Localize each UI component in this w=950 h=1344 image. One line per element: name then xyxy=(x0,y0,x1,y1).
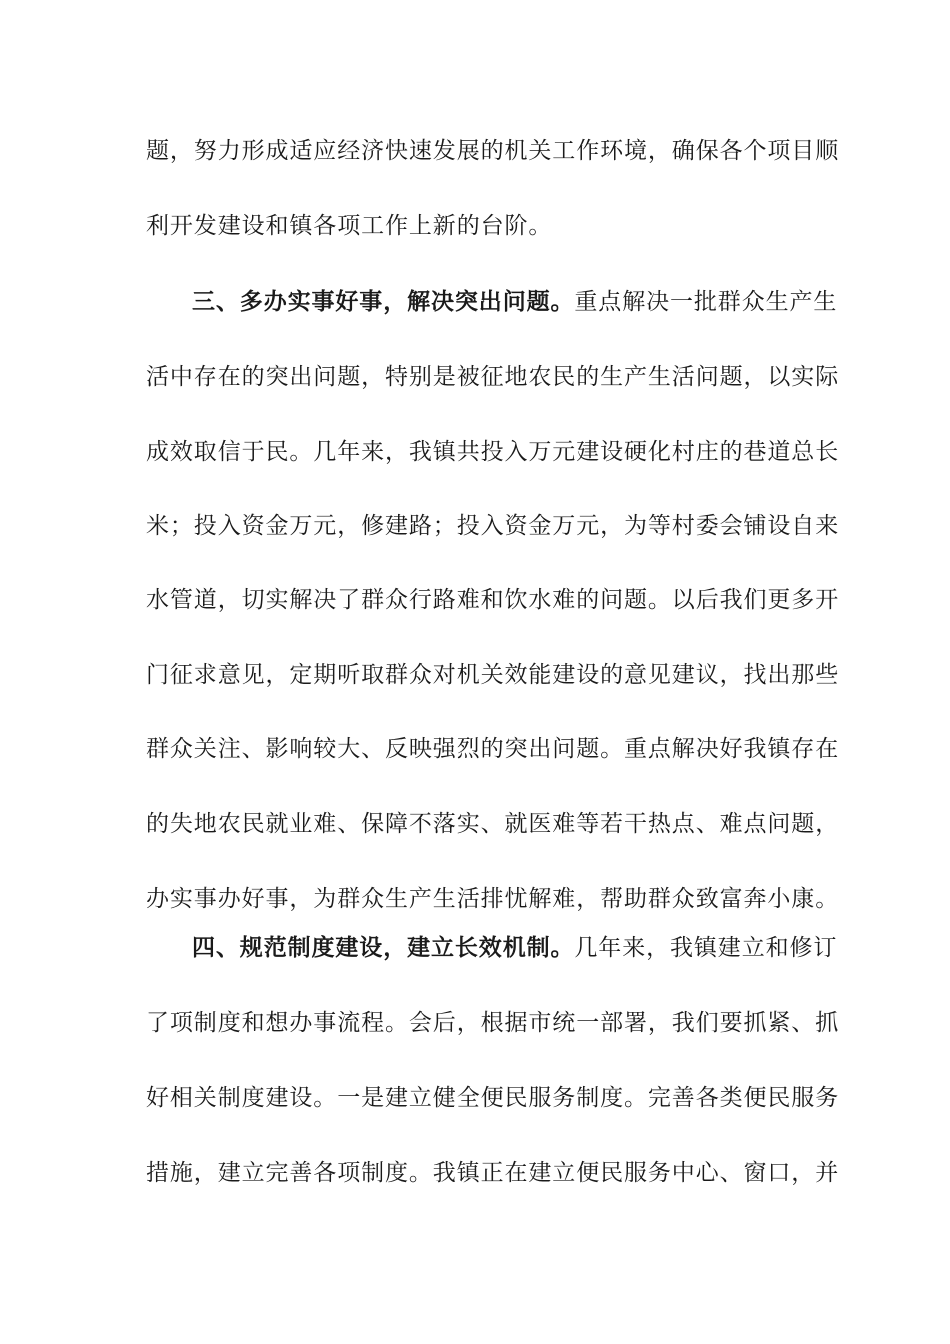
text-line: 活中存在的突出问题，特别是被征地农民的生产生活问题，以实际 xyxy=(146,364,840,390)
text-line: 了项制度和想办事流程。会后，根据市统一部署，我们要抓紧、抓 xyxy=(146,1010,840,1036)
text-line: 题，努力形成适应经济快速发展的机关工作环境，确保各个项目顺 xyxy=(146,138,840,164)
text-line: 措施，建立完善各项制度。我镇正在建立便民服务中心、窗口，并 xyxy=(146,1160,840,1186)
section-heading: 三、多办实事好事，解决突出问题。 xyxy=(192,288,575,315)
text-run: 几年来，我镇建立和修订 xyxy=(574,935,838,961)
text-line: 好相关制度建设。一是建立健全便民服务制度。完善各类便民服务 xyxy=(146,1085,840,1111)
text-line: 成效取信于民。几年来，我镇共投入万元建设硬化村庄的巷道总长 xyxy=(146,439,840,465)
section-heading: 四、规范制度建设，建立长效机制。 xyxy=(192,934,575,961)
text-line: 的失地农民就业难、保障不落实、就医难等若干热点、难点问题， xyxy=(146,811,840,837)
text-line: 群众关注、影响较大、反映强烈的突出问题。重点解决好我镇存在 xyxy=(146,736,840,762)
text-line: 办实事办好事，为群众生产生活排忧解难，帮助群众致富奔小康。 xyxy=(146,886,840,912)
text-run: 重点解决一批群众生产生 xyxy=(574,289,838,315)
paragraph-first-line xyxy=(192,933,838,963)
text-line: 门征求意见，定期听取群众对机关效能建设的意见建议，找出那些 xyxy=(146,662,840,688)
text-line: 水管道，切实解决了群众行路难和饮水难的问题。以后我们更多开 xyxy=(146,587,840,613)
text-line: 利开发建设和镇各项工作上新的台阶。 xyxy=(146,213,553,239)
text-line: 米；投入资金万元，修建路；投入资金万元，为等村委会铺设自来 xyxy=(146,513,840,539)
paragraph-first-line xyxy=(192,287,838,317)
